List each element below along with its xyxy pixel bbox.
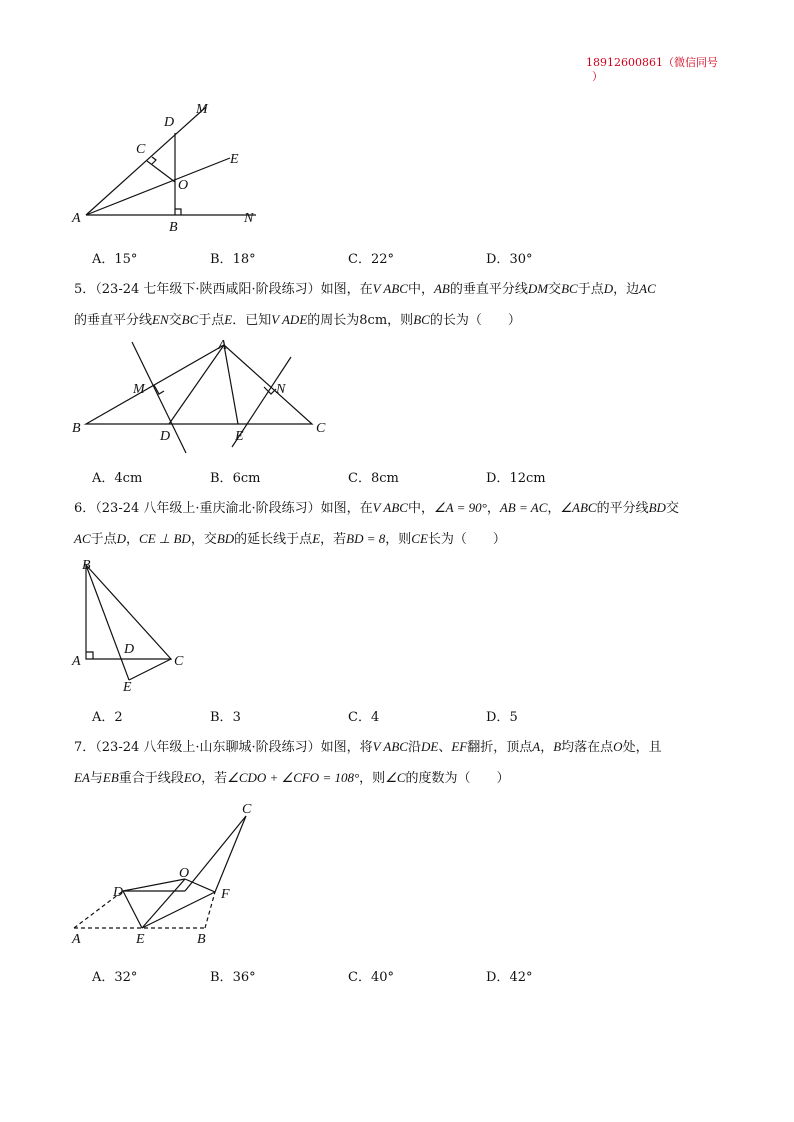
q4-option-a[interactable]: A．15°: [92, 252, 138, 267]
q7-line2: EA与EB重合于线段EO，若∠CDO + ∠CFO = 108°，则∠C的度数为（ ）: [74, 770, 510, 786]
q6-line1: 6．（23-24 八年级上·重庆渝北·阶段练习）如图，在V ABC中，∠A = 90°，AB = AC，∠ABC的平分线BD交: [74, 500, 679, 516]
q7-line1: 7．（23-24 八年级上·山东聊城·阶段练习）如图，将V ABC沿DE、EF翻折，顶点A，B均落在点O处，且: [74, 739, 662, 755]
q7-stem: [74, 732, 724, 794]
label-b: B: [169, 220, 178, 235]
label-m: M: [196, 102, 208, 117]
segment-ce: [129, 659, 171, 680]
segment-co: [147, 161, 175, 182]
label-a: A: [72, 932, 81, 947]
q5-option-d[interactable]: D．12cm: [486, 471, 546, 486]
line-dm: [132, 342, 186, 453]
label-o: O: [179, 866, 190, 881]
label-m: M: [133, 382, 145, 397]
q6-stem: [74, 493, 724, 555]
label-e: E: [235, 429, 244, 444]
segment-dc: [185, 816, 246, 891]
segment-ae: [224, 345, 238, 424]
contact-phone-line2: ）: [592, 70, 603, 83]
contact-phone-line1: 18912600861（微信同号: [586, 56, 718, 69]
q5-line2: 的垂直平分线EN交BC于点E．已知V ADE的周长为8cm，则BC的长为（ ）: [74, 312, 521, 328]
q4-figure: [60, 95, 280, 240]
label-c: C: [174, 654, 184, 669]
ray-ae: [86, 158, 230, 215]
segment-ef: [142, 892, 215, 928]
label-n: N: [244, 211, 254, 226]
contact-header: [586, 56, 736, 84]
label-b: B: [197, 932, 206, 947]
segment-ad: [169, 345, 224, 424]
q6-option-a[interactable]: A．2: [92, 710, 123, 725]
label-d: D: [164, 115, 175, 130]
q6-line2: AC于点D，CE ⊥ BD，交BD的延长线于点E，若BD = 8，则CE长为（ ）: [74, 531, 506, 547]
label-e: E: [136, 932, 145, 947]
segment-be: [86, 565, 129, 680]
label-a: A: [72, 654, 81, 669]
label-c: C: [316, 421, 326, 436]
q7-option-d[interactable]: D．42°: [486, 970, 533, 985]
q4-option-d[interactable]: D．30°: [486, 252, 533, 267]
segment-de: [123, 891, 142, 928]
label-c: C: [136, 142, 146, 157]
q7-option-c[interactable]: C．40°: [348, 970, 394, 985]
ray-am: [86, 107, 206, 215]
q5-option-a[interactable]: A．4cm: [92, 471, 143, 486]
label-a: A: [218, 338, 227, 353]
q6-figure: [66, 555, 206, 695]
label-d: D: [113, 885, 124, 900]
q7-option-a[interactable]: A．32°: [92, 970, 138, 985]
label-o: O: [178, 178, 189, 193]
label-e: E: [123, 680, 132, 695]
q5-stem: [74, 274, 724, 336]
label-b: B: [82, 558, 91, 573]
q7-option-b[interactable]: B．36°: [210, 970, 256, 985]
label-e: E: [230, 152, 239, 167]
label-a: A: [72, 211, 81, 226]
label-d: D: [160, 429, 171, 444]
q5-option-c[interactable]: C．8cm: [348, 471, 399, 486]
label-b: B: [72, 421, 81, 436]
label-n: N: [276, 382, 286, 397]
right-angle-b: [175, 209, 181, 215]
q6-option-b[interactable]: B．3: [210, 710, 241, 725]
q4-option-c[interactable]: C．22°: [348, 252, 394, 267]
right-angle-c: [152, 157, 156, 164]
q5-line1: 5．（23-24 七年级下·陕西咸阳·阶段练习）如图，在V ABC中，AB的垂直平分线DM交BC于点D，边AC: [74, 281, 656, 297]
segment-bf-dashed: [205, 892, 215, 928]
q6-option-d[interactable]: D．5: [486, 710, 518, 725]
q6-option-c[interactable]: C．4: [348, 710, 380, 725]
q5-figure: [66, 335, 346, 460]
right-angle-a: [86, 652, 93, 659]
q4-option-b[interactable]: B．18°: [210, 252, 256, 267]
segment-cf: [215, 816, 246, 892]
label-c: C: [242, 802, 252, 817]
label-f: F: [221, 887, 230, 902]
q5-option-b[interactable]: B．6cm: [210, 471, 261, 486]
q7-figure: [60, 795, 280, 955]
label-d: D: [124, 642, 135, 657]
